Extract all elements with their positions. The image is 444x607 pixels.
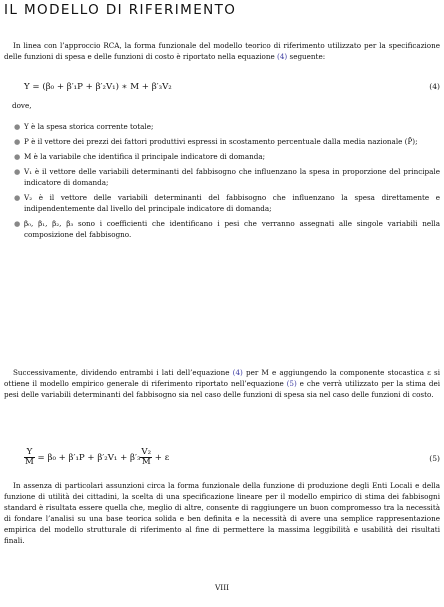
- equation-5-tail: + ε: [152, 453, 170, 463]
- dove-label: dove,: [12, 101, 32, 110]
- conclusion-paragraph: In assenza di particolari assunzioni circa la forma funzionale della funzione di produzione degli Enti Locali e della funzione di utilità dei cittadini, la scelta di una specificazione lineare per il modello empirico di stima dei fabbisogni standard è risultata essere quella che, meglio di altre, consente di raggiungere un buon compromesso tra la necessità di fondare l’analisi su una base teorica solida e ben definita e la necessità di avere una semplice rappresentazione empirica del modello strutturale di riferimento al fine di permettere la massima leggibilità e usabilità dei risultati finali.: [4, 481, 440, 545]
- list-item: [14, 136, 440, 147]
- list-item: [14, 166, 440, 188]
- definitions-list: [14, 121, 440, 244]
- equation-4: [24, 82, 440, 92]
- successive-text-2: per M e aggiungendo la componente stocastica ε si ottiene il modello empirico generale di riferimento riportato nell’equazione: [4, 368, 440, 388]
- successive-paragraph: [4, 367, 440, 400]
- intro-text-end: seguente:: [287, 52, 326, 61]
- list-item-text: V₁ è il vettore delle variabili determinanti del fabbisogno che influenzano la spesa in proporzione del principale indicatore di domanda;: [24, 167, 440, 187]
- bullet-icon: ●: [14, 137, 21, 146]
- equation-5: [24, 448, 440, 467]
- fraction-numerator: Y: [24, 448, 35, 458]
- bullet-icon: ●: [14, 193, 21, 202]
- list-item: [14, 218, 440, 240]
- equation-4-number: (4): [429, 82, 440, 91]
- list-item-text: β₀, β₁, β₂, β₃ sono i coefficienti che identificano i pesi che verranno assegnati alle singole variabili nella composizione del fabbisogno.: [24, 219, 440, 239]
- bullet-icon: ●: [14, 219, 21, 228]
- section-heading: IL MODELLO DI RIFERIMENTO: [4, 2, 237, 18]
- list-item-text: M è la variabile che identifica il principale indicatore di domanda;: [24, 152, 266, 161]
- fraction-denominator: M: [25, 457, 34, 467]
- fraction-y-over-m: [24, 448, 35, 467]
- successive-text-3: e che verrà utilizzato per la stima dei pesi delle variabili determinanti del fabbisogno sia nel caso delle funzioni di spesa sia nel caso delle funzioni di costo.: [4, 379, 440, 399]
- bullet-icon: ●: [14, 152, 21, 161]
- equation-4-body: Y = (β₀ + β′₁P + β′₂V₁) ∗ M + β′₃V₂: [24, 82, 172, 92]
- bullet-icon: ●: [14, 167, 21, 176]
- list-item: [14, 121, 440, 132]
- intro-paragraph: [4, 40, 440, 62]
- successive-text-1: Successivamente, dividendo entrambi i lati dell’equazione: [13, 368, 233, 377]
- list-item-text: V₂ è il vettore delle variabili determinanti del fabbisogno che influenzano la spesa direttamente e indipendentemente dal livello del principale indicatore di domanda;: [24, 193, 440, 213]
- intro-text-start: In linea con l’approccio RCA, la forma funzionale del modello teorico di riferimento utilizzato per la specificazione delle funzioni di spesa e delle funzioni di costo è riportato nella equazione: [4, 41, 440, 61]
- equation-reference-link[interactable]: (4): [277, 52, 288, 61]
- list-item: [14, 192, 440, 214]
- page-number: VIII: [214, 583, 230, 592]
- equation-5-number: (5): [429, 454, 440, 463]
- equation-reference-link[interactable]: (5): [286, 379, 297, 388]
- fraction-denominator: M: [141, 457, 151, 467]
- equation-5-middle: = β₀ + β′₁P + β′₂V₁ + β′₃: [34, 453, 141, 463]
- fraction-v2-over-m: [140, 448, 152, 467]
- equation-reference-link[interactable]: (4): [232, 368, 243, 377]
- list-item: [14, 151, 440, 162]
- fraction-numerator: V₂: [141, 447, 152, 457]
- list-item-text: P è il vettore dei prezzi dei fattori produttivi espressi in scostamento percentuale dalla media nazionale (P̄);: [24, 137, 418, 146]
- bullet-icon: ●: [14, 122, 21, 131]
- list-item-text: Y è la spesa storica corrente totale;: [24, 122, 154, 131]
